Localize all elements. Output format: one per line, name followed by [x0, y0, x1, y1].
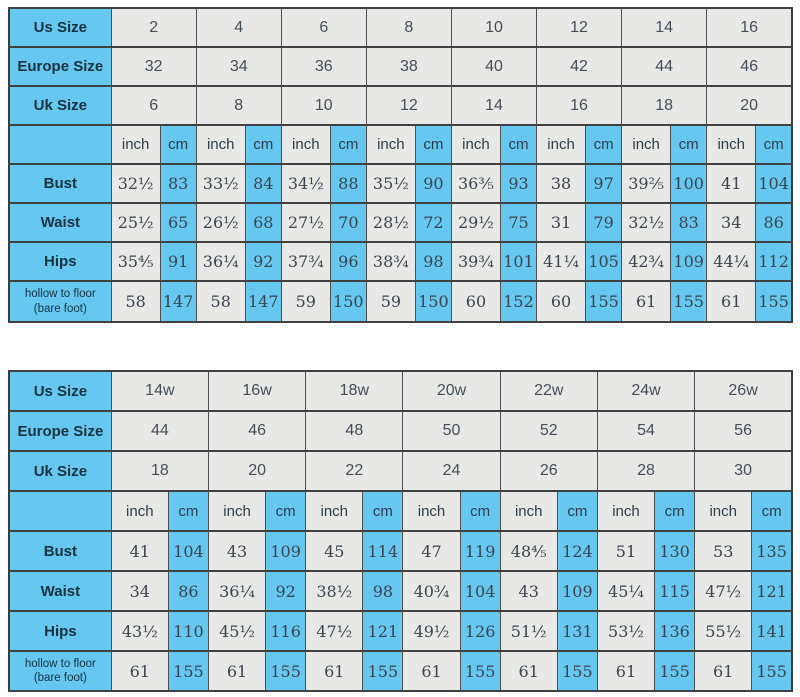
- size-value-cell: 22: [306, 451, 403, 491]
- inch-unit-cell: inch: [208, 491, 265, 531]
- inch-unit-cell: inch: [403, 491, 460, 531]
- cm-value-cell: 155: [756, 281, 792, 322]
- inch-value-cell: 31: [537, 203, 586, 242]
- unit-header-row: [9, 491, 792, 531]
- cm-unit-cell: cm: [363, 491, 403, 531]
- bust-row: [9, 531, 792, 571]
- row-label-line: hollow to floor: [24, 657, 96, 670]
- cm-value-cell: 150: [415, 281, 451, 322]
- cm-value-cell: 155: [586, 281, 622, 322]
- cm-value-cell: 91: [160, 242, 196, 281]
- inch-value-cell: 61: [695, 651, 752, 691]
- inch-value-cell: 51: [597, 531, 654, 571]
- cm-value-cell: 155: [460, 651, 500, 691]
- cm-value-cell: 109: [266, 531, 306, 571]
- hollow-to-floor-row: [9, 651, 792, 691]
- cm-value-cell: 83: [671, 203, 707, 242]
- uk-size-row: [9, 451, 792, 491]
- cm-value-cell: 92: [266, 571, 306, 611]
- inch-value-cell: 61: [707, 281, 756, 322]
- inch-value-cell: 47½: [306, 611, 363, 651]
- inch-value-cell: 45¼: [597, 571, 654, 611]
- size-value-cell: 8: [366, 8, 451, 47]
- inch-unit-cell: inch: [196, 125, 245, 164]
- cm-value-cell: 93: [500, 164, 536, 203]
- size-value-cell: 42: [537, 47, 622, 86]
- cm-value-cell: 86: [168, 571, 208, 611]
- size-value-cell: 14: [451, 86, 536, 125]
- inch-value-cell: 38: [537, 164, 586, 203]
- size-value-cell: 28: [597, 451, 694, 491]
- waist-row: [9, 571, 792, 611]
- inch-value-cell: 29½: [451, 203, 500, 242]
- inch-value-cell: 39⅖: [622, 164, 671, 203]
- inch-value-cell: 43: [208, 531, 265, 571]
- cm-value-cell: 155: [168, 651, 208, 691]
- cm-unit-cell: cm: [460, 491, 500, 531]
- size-value-cell: 38: [366, 47, 451, 86]
- inch-value-cell: 61: [403, 651, 460, 691]
- cm-value-cell: 119: [460, 531, 500, 571]
- inch-value-cell: 26½: [196, 203, 245, 242]
- size-value-cell: 26: [500, 451, 597, 491]
- inch-value-cell: 34½: [281, 164, 330, 203]
- inch-value-cell: 59: [366, 281, 415, 322]
- inch-value-cell: 45½: [208, 611, 265, 651]
- inch-value-cell: 32½: [111, 164, 160, 203]
- cm-value-cell: 135: [752, 531, 792, 571]
- cm-value-cell: 147: [160, 281, 196, 322]
- inch-value-cell: 59: [281, 281, 330, 322]
- inch-value-cell: 42¾: [622, 242, 671, 281]
- inch-value-cell: 58: [196, 281, 245, 322]
- row-label: Hips: [9, 611, 111, 651]
- size-value-cell: 26w: [695, 371, 792, 411]
- size-value-cell: 52: [500, 411, 597, 451]
- cm-unit-cell: cm: [245, 125, 281, 164]
- size-value-cell: 14w: [111, 371, 208, 411]
- size-value-cell: 14: [622, 8, 707, 47]
- cm-unit-cell: cm: [500, 125, 536, 164]
- blank-header-cell: [9, 491, 111, 531]
- cm-value-cell: 104: [756, 164, 792, 203]
- uk-size-row: [9, 86, 792, 125]
- row-label: Uk Size: [9, 86, 111, 125]
- size-value-cell: 12: [537, 8, 622, 47]
- row-label-line: hollow to floor: [24, 288, 96, 301]
- inch-value-cell: 47½: [695, 571, 752, 611]
- cm-unit-cell: cm: [557, 491, 597, 531]
- size-value-cell: 44: [622, 47, 707, 86]
- cm-value-cell: 126: [460, 611, 500, 651]
- row-label: Bust: [9, 531, 111, 571]
- cm-value-cell: 141: [752, 611, 792, 651]
- cm-unit-cell: cm: [168, 491, 208, 531]
- blank-header-cell: [9, 125, 111, 164]
- inch-value-cell: 34: [707, 203, 756, 242]
- inch-value-cell: 48⅘: [500, 531, 557, 571]
- inch-unit-cell: inch: [597, 491, 654, 531]
- cm-value-cell: 90: [415, 164, 451, 203]
- size-value-cell: 24w: [597, 371, 694, 411]
- cm-value-cell: 115: [655, 571, 695, 611]
- row-label-line: (bare foot): [33, 302, 87, 315]
- cm-value-cell: 105: [586, 242, 622, 281]
- inch-value-cell: 61: [597, 651, 654, 691]
- us-size-row: [9, 8, 792, 47]
- size-value-cell: 40: [451, 47, 536, 86]
- row-label: Waist: [9, 571, 111, 611]
- inch-value-cell: 34: [111, 571, 168, 611]
- cm-value-cell: 131: [557, 611, 597, 651]
- inch-unit-cell: inch: [537, 125, 586, 164]
- bust-row: [9, 164, 792, 203]
- cm-value-cell: 98: [415, 242, 451, 281]
- inch-value-cell: 43½: [111, 611, 168, 651]
- cm-value-cell: 83: [160, 164, 196, 203]
- inch-unit-cell: inch: [622, 125, 671, 164]
- inch-value-cell: 49½: [403, 611, 460, 651]
- cm-value-cell: 84: [245, 164, 281, 203]
- size-value-cell: 32: [111, 47, 196, 86]
- size-value-cell: 20: [707, 86, 792, 125]
- inch-value-cell: 36¼: [208, 571, 265, 611]
- inch-unit-cell: inch: [281, 125, 330, 164]
- standard-size-chart-table: [8, 7, 793, 323]
- inch-value-cell: 47: [403, 531, 460, 571]
- size-value-cell: 16w: [208, 371, 305, 411]
- inch-value-cell: 35½: [366, 164, 415, 203]
- hollow-to-floor-row: [9, 281, 792, 322]
- size-value-cell: 6: [111, 86, 196, 125]
- unit-header-row: [9, 125, 792, 164]
- size-value-cell: 48: [306, 411, 403, 451]
- size-value-cell: 54: [597, 411, 694, 451]
- size-value-cell: 30: [695, 451, 792, 491]
- cm-value-cell: 72: [415, 203, 451, 242]
- inch-unit-cell: inch: [306, 491, 363, 531]
- inch-value-cell: 60: [537, 281, 586, 322]
- inch-value-cell: 38¾: [366, 242, 415, 281]
- plus-size-chart-table: [8, 370, 793, 692]
- size-value-cell: 6: [281, 8, 366, 47]
- size-value-cell: 56: [695, 411, 792, 451]
- cm-value-cell: 155: [655, 651, 695, 691]
- cm-value-cell: 88: [330, 164, 366, 203]
- cm-value-cell: 97: [586, 164, 622, 203]
- size-value-cell: 18: [622, 86, 707, 125]
- row-label: Bust: [9, 164, 111, 203]
- cm-unit-cell: cm: [671, 125, 707, 164]
- inch-value-cell: 25½: [111, 203, 160, 242]
- inch-value-cell: 61: [208, 651, 265, 691]
- cm-value-cell: 65: [160, 203, 196, 242]
- size-value-cell: 4: [196, 8, 281, 47]
- cm-value-cell: 109: [671, 242, 707, 281]
- size-value-cell: 16: [707, 8, 792, 47]
- cm-value-cell: 136: [655, 611, 695, 651]
- inch-value-cell: 41: [111, 531, 168, 571]
- inch-unit-cell: inch: [707, 125, 756, 164]
- row-label: Europe Size: [9, 47, 111, 86]
- size-value-cell: 46: [208, 411, 305, 451]
- cm-unit-cell: cm: [266, 491, 306, 531]
- size-value-cell: 12: [366, 86, 451, 125]
- cm-value-cell: 70: [330, 203, 366, 242]
- cm-value-cell: 155: [363, 651, 403, 691]
- cm-value-cell: 68: [245, 203, 281, 242]
- cm-value-cell: 75: [500, 203, 536, 242]
- inch-unit-cell: inch: [111, 491, 168, 531]
- hips-row: [9, 611, 792, 651]
- cm-value-cell: 112: [756, 242, 792, 281]
- cm-value-cell: 155: [671, 281, 707, 322]
- cm-unit-cell: cm: [586, 125, 622, 164]
- inch-value-cell: 61: [500, 651, 557, 691]
- inch-value-cell: 61: [306, 651, 363, 691]
- inch-unit-cell: inch: [111, 125, 160, 164]
- inch-unit-cell: inch: [695, 491, 752, 531]
- cm-value-cell: 92: [245, 242, 281, 281]
- cm-value-cell: 124: [557, 531, 597, 571]
- inch-value-cell: 44¼: [707, 242, 756, 281]
- cm-value-cell: 98: [363, 571, 403, 611]
- inch-value-cell: 53: [695, 531, 752, 571]
- inch-value-cell: 39¾: [451, 242, 500, 281]
- size-value-cell: 36: [281, 47, 366, 86]
- inch-value-cell: 36⅗: [451, 164, 500, 203]
- inch-value-cell: 32½: [622, 203, 671, 242]
- size-value-cell: 50: [403, 411, 500, 451]
- size-value-cell: 34: [196, 47, 281, 86]
- cm-value-cell: 79: [586, 203, 622, 242]
- cm-unit-cell: cm: [160, 125, 196, 164]
- size-value-cell: 20: [208, 451, 305, 491]
- cm-unit-cell: cm: [655, 491, 695, 531]
- size-value-cell: 18w: [306, 371, 403, 411]
- row-label: [9, 281, 111, 322]
- size-value-cell: 44: [111, 411, 208, 451]
- inch-value-cell: 45: [306, 531, 363, 571]
- size-value-cell: 10: [451, 8, 536, 47]
- inch-value-cell: 51½: [500, 611, 557, 651]
- cm-value-cell: 96: [330, 242, 366, 281]
- hips-row: [9, 242, 792, 281]
- inch-unit-cell: inch: [366, 125, 415, 164]
- row-label: Us Size: [9, 371, 111, 411]
- inch-value-cell: 41¼: [537, 242, 586, 281]
- row-label: Waist: [9, 203, 111, 242]
- cm-value-cell: 121: [752, 571, 792, 611]
- cm-value-cell: 101: [500, 242, 536, 281]
- cm-value-cell: 86: [756, 203, 792, 242]
- inch-value-cell: 60: [451, 281, 500, 322]
- inch-value-cell: 43: [500, 571, 557, 611]
- inch-unit-cell: inch: [451, 125, 500, 164]
- row-label-line: (bare foot): [33, 672, 87, 684]
- cm-value-cell: 114: [363, 531, 403, 571]
- inch-unit-cell: inch: [500, 491, 557, 531]
- size-value-cell: 10: [281, 86, 366, 125]
- inch-value-cell: 53½: [597, 611, 654, 651]
- inch-value-cell: 41: [707, 164, 756, 203]
- size-value-cell: 24: [403, 451, 500, 491]
- cm-value-cell: 121: [363, 611, 403, 651]
- cm-value-cell: 147: [245, 281, 281, 322]
- size-value-cell: 46: [707, 47, 792, 86]
- inch-value-cell: 55½: [695, 611, 752, 651]
- row-label: Uk Size: [9, 451, 111, 491]
- inch-value-cell: 37¾: [281, 242, 330, 281]
- cm-value-cell: 152: [500, 281, 536, 322]
- row-label: Europe Size: [9, 411, 111, 451]
- size-value-cell: 18: [111, 451, 208, 491]
- cm-unit-cell: cm: [756, 125, 792, 164]
- us-size-row: [9, 371, 792, 411]
- size-value-cell: 16: [537, 86, 622, 125]
- size-value-cell: 22w: [500, 371, 597, 411]
- europe-size-row: [9, 411, 792, 451]
- waist-row: [9, 203, 792, 242]
- size-value-cell: 2: [111, 8, 196, 47]
- cm-value-cell: 150: [330, 281, 366, 322]
- inch-value-cell: 38½: [306, 571, 363, 611]
- cm-value-cell: 100: [671, 164, 707, 203]
- cm-value-cell: 109: [557, 571, 597, 611]
- row-label: [9, 651, 111, 691]
- size-value-cell: 20w: [403, 371, 500, 411]
- cm-unit-cell: cm: [752, 491, 792, 531]
- inch-value-cell: 40¾: [403, 571, 460, 611]
- inch-value-cell: 61: [111, 651, 168, 691]
- inch-value-cell: 27½: [281, 203, 330, 242]
- cm-value-cell: 155: [752, 651, 792, 691]
- cm-value-cell: 155: [266, 651, 306, 691]
- row-label: Hips: [9, 242, 111, 281]
- inch-value-cell: 61: [622, 281, 671, 322]
- inch-value-cell: 33½: [196, 164, 245, 203]
- europe-size-row: [9, 47, 792, 86]
- cm-value-cell: 104: [460, 571, 500, 611]
- inch-value-cell: 35⅘: [111, 242, 160, 281]
- row-label: Us Size: [9, 8, 111, 47]
- cm-value-cell: 104: [168, 531, 208, 571]
- cm-unit-cell: cm: [330, 125, 366, 164]
- cm-value-cell: 110: [168, 611, 208, 651]
- cm-value-cell: 130: [655, 531, 695, 571]
- cm-value-cell: 155: [557, 651, 597, 691]
- inch-value-cell: 58: [111, 281, 160, 322]
- cm-unit-cell: cm: [415, 125, 451, 164]
- size-value-cell: 8: [196, 86, 281, 125]
- inch-value-cell: 36¼: [196, 242, 245, 281]
- cm-value-cell: 116: [266, 611, 306, 651]
- inch-value-cell: 28½: [366, 203, 415, 242]
